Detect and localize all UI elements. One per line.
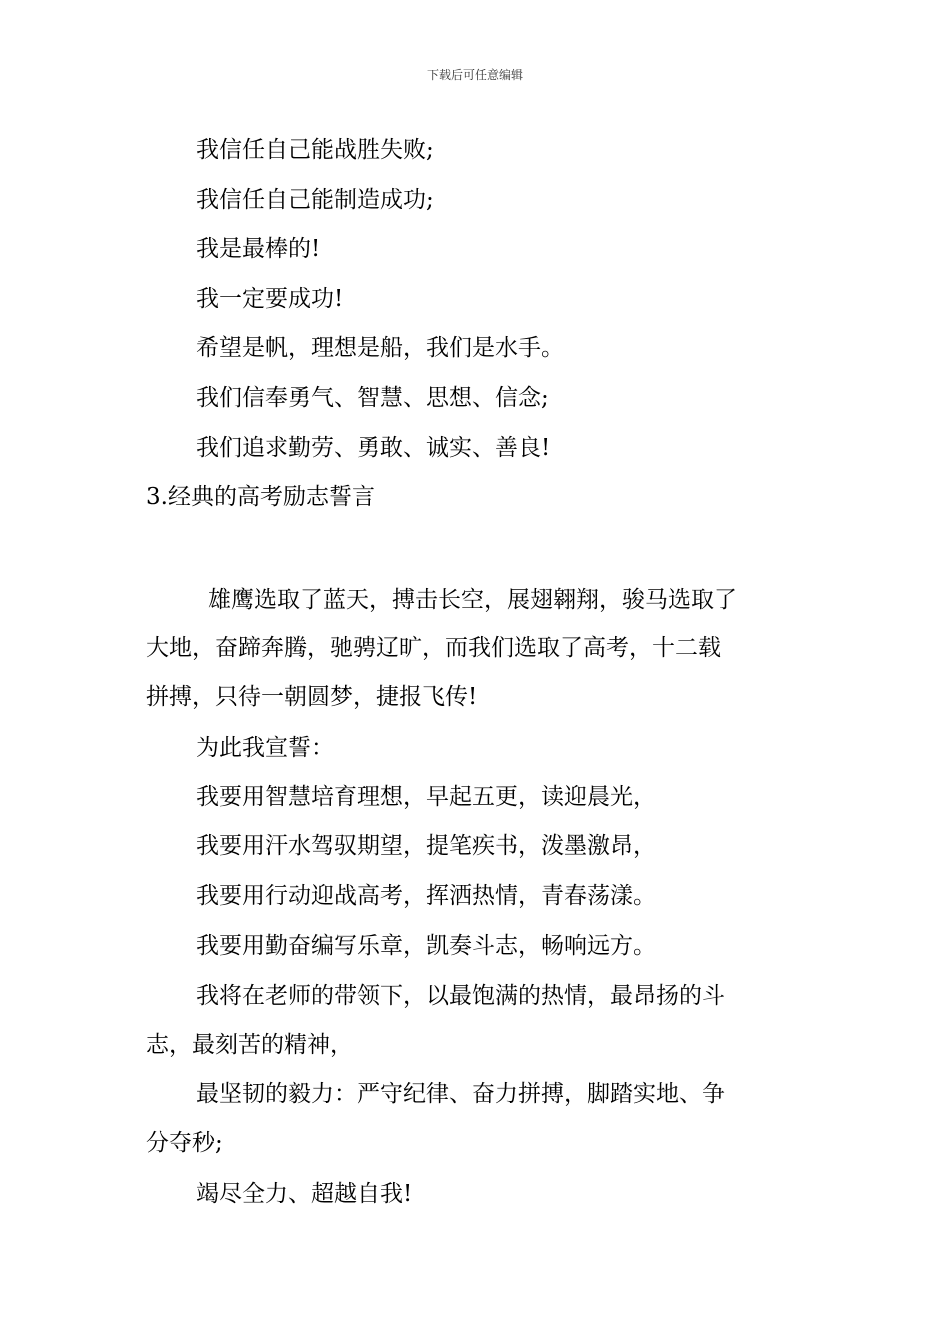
text-line: 我要用勤奋编写乐章，凯奏斗志，畅响远方。 [196,933,656,959]
text-line: 雄鹰选取了蓝天，搏击长空，展翅翱翔，骏马选取了 [208,587,737,613]
text-line: 我信任自己能战胜失败; [196,137,434,163]
text-line: 竭尽全力、超越自我! [196,1181,413,1207]
text-line: 我要用汗水驾驭期望，提笔疾书，泼墨激昂， [196,833,656,859]
text-line: 为此我宣誓： [196,735,334,761]
text-line: 我一定要成功! [196,286,344,312]
text-line: 我将在老师的带领下，以最饱满的热情，最昂扬的斗 [196,983,725,1009]
text-line: 大地，奋蹄奔腾，驰骋辽旷，而我们选取了高考，十二载 [146,635,721,661]
text-line: 我信任自己能制造成功; [196,187,434,213]
text-line: 我们追求勤劳、勇敢、诚实、善良! [196,435,551,461]
text-line: 最坚韧的毅力：严守纪律、奋力拼搏，脚踏实地、争 [196,1081,725,1107]
text-line: 希望是帆，理想是船，我们是水手。 [196,335,564,361]
text-line: 我要用智慧培育理想，早起五更，读迎晨光， [196,784,656,810]
text-line: 拼搏，只待一朝圆梦，捷报飞传! [146,684,478,710]
text-line: 我们信奉勇气、智慧、思想、信念; [196,385,549,411]
text-line: 志，最刻苦的精神， [146,1032,353,1058]
text-line: 我是最棒的! [196,236,321,262]
text-line: 分夺秒; [146,1130,223,1156]
text-line: 我要用行动迎战高考，挥洒热情，青春荡漾。 [196,883,656,909]
page-header: 下载后可任意编辑 [426,68,523,82]
section-heading: 3.经典的高考励志誓言 [146,484,375,510]
